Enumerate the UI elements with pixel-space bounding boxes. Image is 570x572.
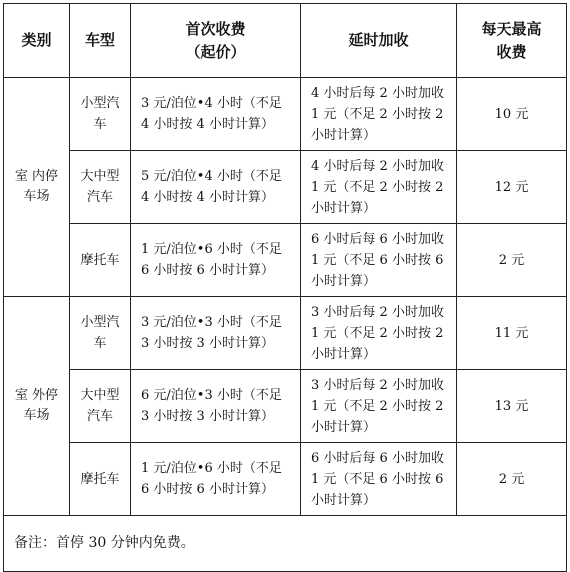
extension-cell: 3 小时后每 2 小时加收 1 元（不足 2 小时按 2 小时计算） [301, 297, 457, 370]
daily-max-cell: 12 元 [457, 151, 567, 224]
vehicle-type-cell: 摩托车 [70, 224, 131, 297]
daily-max-cell: 2 元 [457, 224, 567, 297]
note-text: 备注：首停 30 分钟内免费。 [4, 516, 567, 572]
first-fee-cell: 1 元/泊位•6 小时（不足 6 小时按 6 小时计算） [131, 443, 301, 516]
table-row [4, 224, 567, 297]
header-daily-max: 每天最高收费 [457, 4, 567, 78]
parking-fee-table [3, 3, 567, 572]
daily-max-cell: 10 元 [457, 78, 567, 151]
note-row [4, 516, 567, 572]
header-first-fee [131, 4, 301, 78]
daily-max-cell: 13 元 [457, 370, 567, 443]
header-row [4, 4, 567, 78]
parking-fee-table-container [3, 3, 566, 569]
extension-cell: 4 小时后每 2 小时加收 1 元（不足 2 小时按 2 小时计算） [301, 151, 457, 224]
extension-cell: 4 小时后每 2 小时加收 1 元（不足 2 小时按 2 小时计算） [301, 78, 457, 151]
category-indoor: 室 内停车场 [4, 78, 70, 297]
table-row [4, 78, 567, 151]
vehicle-type-cell: 摩托车 [70, 443, 131, 516]
first-fee-cell: 3 元/泊位•4 小时（不足 4 小时按 4 小时计算） [131, 78, 301, 151]
vehicle-type-cell: 大中型汽车 [70, 151, 131, 224]
first-fee-cell: 1 元/泊位•6 小时（不足 6 小时按 6 小时计算） [131, 224, 301, 297]
category-outdoor: 室 外停车场 [4, 297, 70, 516]
table-row [4, 297, 567, 370]
table-row [4, 151, 567, 224]
header-vehicle-type: 车型 [70, 4, 131, 78]
vehicle-type-cell: 小型汽车 [70, 297, 131, 370]
first-fee-cell: 6 元/泊位•3 小时（不足 3 小时按 3 小时计算） [131, 370, 301, 443]
daily-max-cell: 11 元 [457, 297, 567, 370]
daily-max-cell: 2 元 [457, 443, 567, 516]
header-category: 类别 [4, 4, 70, 78]
table-row [4, 370, 567, 443]
vehicle-type-cell: 小型汽车 [70, 78, 131, 151]
extension-cell: 3 小时后每 2 小时加收 1 元（不足 2 小时按 2 小时计算） [301, 370, 457, 443]
header-extension: 延时加收 [301, 4, 457, 78]
extension-cell: 6 小时后每 6 小时加收 1 元（不足 6 小时按 6 小时计算） [301, 443, 457, 516]
vehicle-type-cell: 大中型汽车 [70, 370, 131, 443]
header-first-fee-sub: （起价） [185, 42, 246, 61]
first-fee-cell: 5 元/泊位•4 小时（不足 4 小时按 4 小时计算） [131, 151, 301, 224]
extension-cell: 6 小时后每 6 小时加收 1 元（不足 6 小时按 6 小时计算） [301, 224, 457, 297]
table-row [4, 443, 567, 516]
first-fee-cell: 3 元/泊位•3 小时（不足 3 小时按 3 小时计算） [131, 297, 301, 370]
header-first-fee-title: 首次收费 [185, 19, 246, 38]
